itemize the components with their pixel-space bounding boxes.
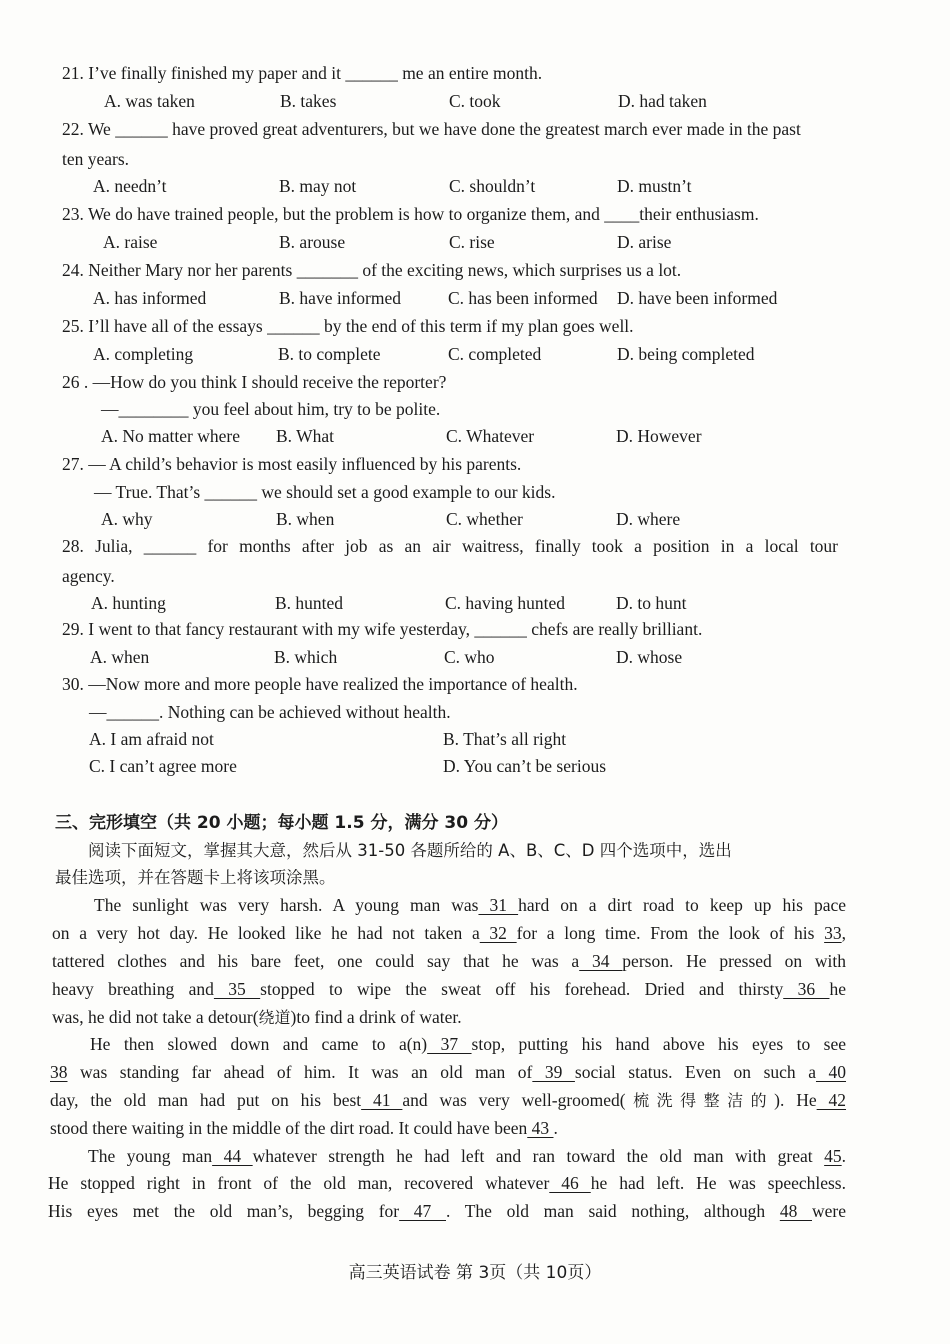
- blank-31: 31: [478, 895, 519, 915]
- option-c: C. shouldn’t: [449, 176, 536, 196]
- blank-33: 33: [824, 923, 842, 943]
- option-b: B. That’s all right: [443, 729, 567, 749]
- blank-34: 34: [579, 951, 623, 971]
- passage-line: day, the old man had put on his best 41 and was very well-groomed(梳洗得整洁的). He 42: [50, 1090, 847, 1110]
- option-d: D. where: [616, 509, 681, 529]
- blank-35: 35: [213, 979, 261, 999]
- option-b: B. when: [276, 509, 335, 529]
- question-stem-cont: ten years.: [62, 149, 130, 169]
- section-instructions: 阅读下面短文，掌握其大意，然后从 31-50 各题所给的 A、B、C、D 四个选项中，选出: [88, 841, 732, 860]
- question-stem-cont: agency.: [62, 566, 115, 586]
- option-d: D. have been informed: [617, 288, 778, 308]
- page-footer: 高三英语试卷 第 3页（共 10页）: [348, 1263, 602, 1283]
- blank-46: 46: [549, 1173, 591, 1193]
- question-stem-cont: —________ you feel about him, try to be polite.: [101, 399, 441, 419]
- passage-line: The sunlight was very harsh. A young man was 31 hard on a dirt road to keep up his pace: [94, 895, 846, 915]
- blank-43: 43: [527, 1118, 554, 1138]
- passage-line: on a very hot day. He looked like he had not taken a 32 for a long time. From the look of his 33,: [52, 923, 846, 943]
- question-stem: 29. I went to that fancy restaurant with my wife yesterday, ______ chefs are really brilliant.: [62, 619, 703, 639]
- question-stem: 25. I’ll have all of the essays ______ by the end of this term if my plan goes well.: [62, 316, 634, 336]
- blank-39: 39: [532, 1062, 575, 1082]
- option-d: D. to hunt: [616, 593, 687, 613]
- option-a: A. has informed: [93, 288, 207, 308]
- option-b: B. What: [276, 426, 335, 446]
- blank-48: 48: [779, 1201, 812, 1221]
- option-c: C. rise: [449, 232, 495, 252]
- option-b: B. takes: [280, 91, 337, 111]
- passage-line: stood there waiting in the middle of the dirt road. It could have been 43 .: [50, 1118, 558, 1138]
- option-b: B. which: [274, 647, 338, 667]
- blank-42: 42: [816, 1090, 847, 1110]
- passage-line: The young man 44 whatever strength he had left and ran toward the old man with great 45.: [88, 1146, 847, 1166]
- option-a: A. No matter where: [101, 426, 240, 446]
- option-a: A. raise: [103, 232, 158, 252]
- question-stem-cont: — True. That’s ______ we should set a good example to our kids.: [94, 482, 556, 502]
- passage-line: His eyes met the old man’s, begging for 47 . The old man said nothing, although 48 were: [48, 1201, 847, 1221]
- section-title: 三、完形填空（共 20 小题；每小题 1.5 分，满分 30 分）: [55, 813, 508, 833]
- question-stem: 24. Neither Mary nor her parents _______ of the exciting news, which surprises us a lot.: [62, 260, 682, 280]
- passage-line: heavy breathing and 35 stopped to wipe the sweat off his forehead. Dried and thirsty 36 he: [52, 979, 847, 999]
- question-stem-cont: —______. Nothing can be achieved without health.: [89, 702, 451, 722]
- question-stem: 26 . —How do you think I should receive the reporter?: [62, 372, 447, 392]
- blank-32: 32: [479, 923, 517, 943]
- option-c: C. having hunted: [445, 593, 566, 613]
- option-a: A. was taken: [104, 91, 195, 111]
- passage-line: tattered clothes and his bare feet, one could say that he was a 34 person. He pressed on with: [52, 951, 847, 971]
- blank-47: 47: [399, 1201, 446, 1221]
- blank-37: 37: [427, 1034, 472, 1054]
- option-c: C. took: [449, 91, 501, 111]
- option-b: B. arouse: [279, 232, 346, 252]
- option-c: C. whether: [446, 509, 523, 529]
- blank-38: 38: [50, 1062, 68, 1082]
- question-stem: 28. Julia, ______ for months after job as an air waitress, finally took a position in a local tour: [62, 536, 839, 556]
- option-d: D. whose: [616, 647, 683, 667]
- question-stem: 21. I’ve finally finished my paper and it ______ me an entire month.: [62, 63, 543, 83]
- blank-41: 41: [361, 1090, 403, 1110]
- option-c: C. completed: [448, 344, 542, 364]
- option-a: A. why: [101, 509, 153, 529]
- option-b: B. may not: [279, 176, 357, 196]
- option-b: B. have informed: [279, 288, 401, 308]
- blank-44: 44: [212, 1146, 253, 1166]
- option-d: D. had taken: [618, 91, 707, 111]
- blank-45: 45: [824, 1146, 842, 1166]
- section-instructions-cont: 最佳选项，并在答题卡上将该项涂黑。: [55, 868, 336, 887]
- question-stem: 27. — A child’s behavior is most easily influenced by his parents.: [62, 454, 522, 474]
- blank-36: 36: [783, 979, 830, 999]
- option-a: A. needn’t: [93, 176, 167, 196]
- blank-40: 40: [815, 1062, 847, 1082]
- question-stem: 23. We do have trained people, but the problem is how to organize them, and ____their enthusiasm.: [62, 204, 759, 224]
- option-c: C. I can’t agree more: [89, 756, 237, 776]
- option-c: C. has been informed: [448, 288, 598, 308]
- option-a: A. hunting: [91, 593, 166, 613]
- passage-line: He then slowed down and came to a(n) 37 stop, putting his hand above his eyes to see: [90, 1034, 846, 1054]
- option-b: B. to complete: [278, 344, 381, 364]
- option-d: D. mustn’t: [617, 176, 692, 196]
- option-d: D. arise: [617, 232, 672, 252]
- option-d: D. being completed: [617, 344, 755, 364]
- option-c: C. who: [444, 647, 495, 667]
- option-d: D. However: [616, 426, 702, 446]
- question-stem: 22. We ______ have proved great adventurers, but we have done the greatest march ever made in the past: [62, 119, 801, 139]
- option-a: A. I am afraid not: [89, 729, 214, 749]
- option-b: B. hunted: [275, 593, 344, 613]
- passage-line: was, he did not take a detour(绕道)to find a drink of water.: [52, 1007, 462, 1027]
- option-c: C. Whatever: [446, 426, 535, 446]
- option-a: A. completing: [93, 344, 194, 364]
- passage-line: He stopped right in front of the old man, recovered whatever 46 he had left. He was speechless.: [48, 1173, 846, 1193]
- option-d: D. You can’t be serious: [443, 756, 607, 776]
- passage-line: 38 was standing far ahead of him. It was an old man of 39 social status. Even on such a 40: [50, 1062, 847, 1082]
- question-stem: 30. —Now more and more people have realized the importance of health.: [62, 674, 578, 694]
- option-a: A. when: [90, 647, 150, 667]
